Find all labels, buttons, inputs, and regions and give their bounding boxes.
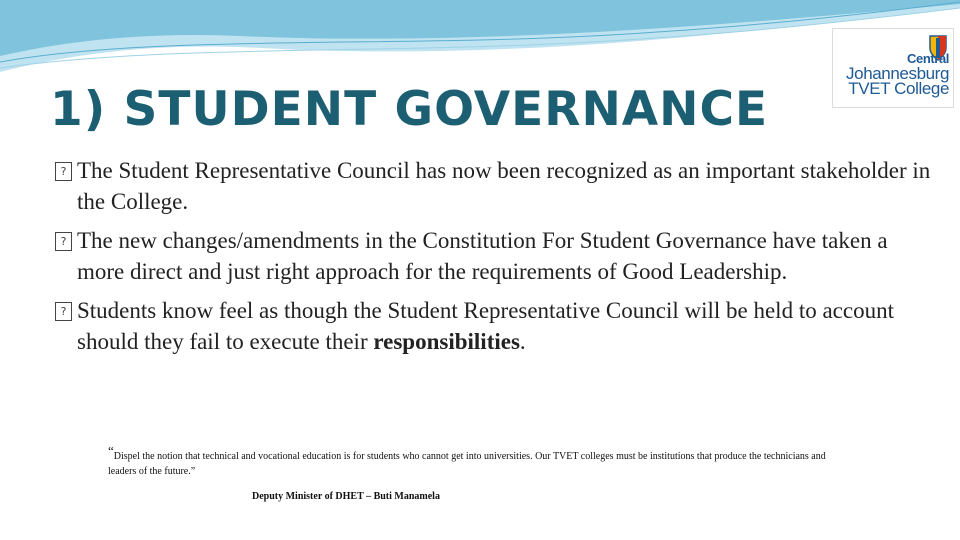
- quote-text: Dispel the notion that technical and vocational education is for students who cannot get into universities. Our TVET colleges must be institutions that produce the technicians and leaders of the future.”: [108, 451, 826, 477]
- logo-line-johannesburg: Johannesburg: [846, 64, 949, 83]
- slide-title: 1) STUDENT GOVERNANCE: [50, 82, 769, 137]
- bullet-item: [55, 225, 935, 287]
- bullet-list: [55, 155, 935, 365]
- logo-line-tvet-college: TVET College: [848, 79, 949, 98]
- bullet-text: The Student Representative Council has now been recognized as an important stakeholder in the College.: [77, 158, 931, 214]
- college-logo: [832, 28, 954, 108]
- bullet-text: Students know feel as though the Student Representative Council will be held to account should they fail to execute their: [77, 298, 894, 354]
- bullet-emphasis: responsibilities: [373, 329, 520, 354]
- bullet-text: The new changes/amendments in the Constitution For Student Governance have taken a more direct and just right approach for the requirements of Good Leadership.: [77, 228, 888, 284]
- quote-block: [108, 443, 828, 479]
- bullet-glyph-icon: ?: [55, 232, 72, 251]
- quote-open-mark: “: [108, 443, 114, 458]
- bullet-glyph-icon: ?: [55, 162, 72, 181]
- bullet-item: [55, 155, 935, 217]
- logo-line-central: Central: [907, 51, 949, 66]
- header-wave-decoration: [0, 0, 960, 83]
- bullet-end: .: [519, 329, 526, 354]
- bullet-item: [55, 295, 935, 357]
- bullet-glyph-icon: ?: [55, 302, 72, 321]
- quote-attribution: Deputy Minister of DHET – Buti Manamela: [252, 491, 440, 502]
